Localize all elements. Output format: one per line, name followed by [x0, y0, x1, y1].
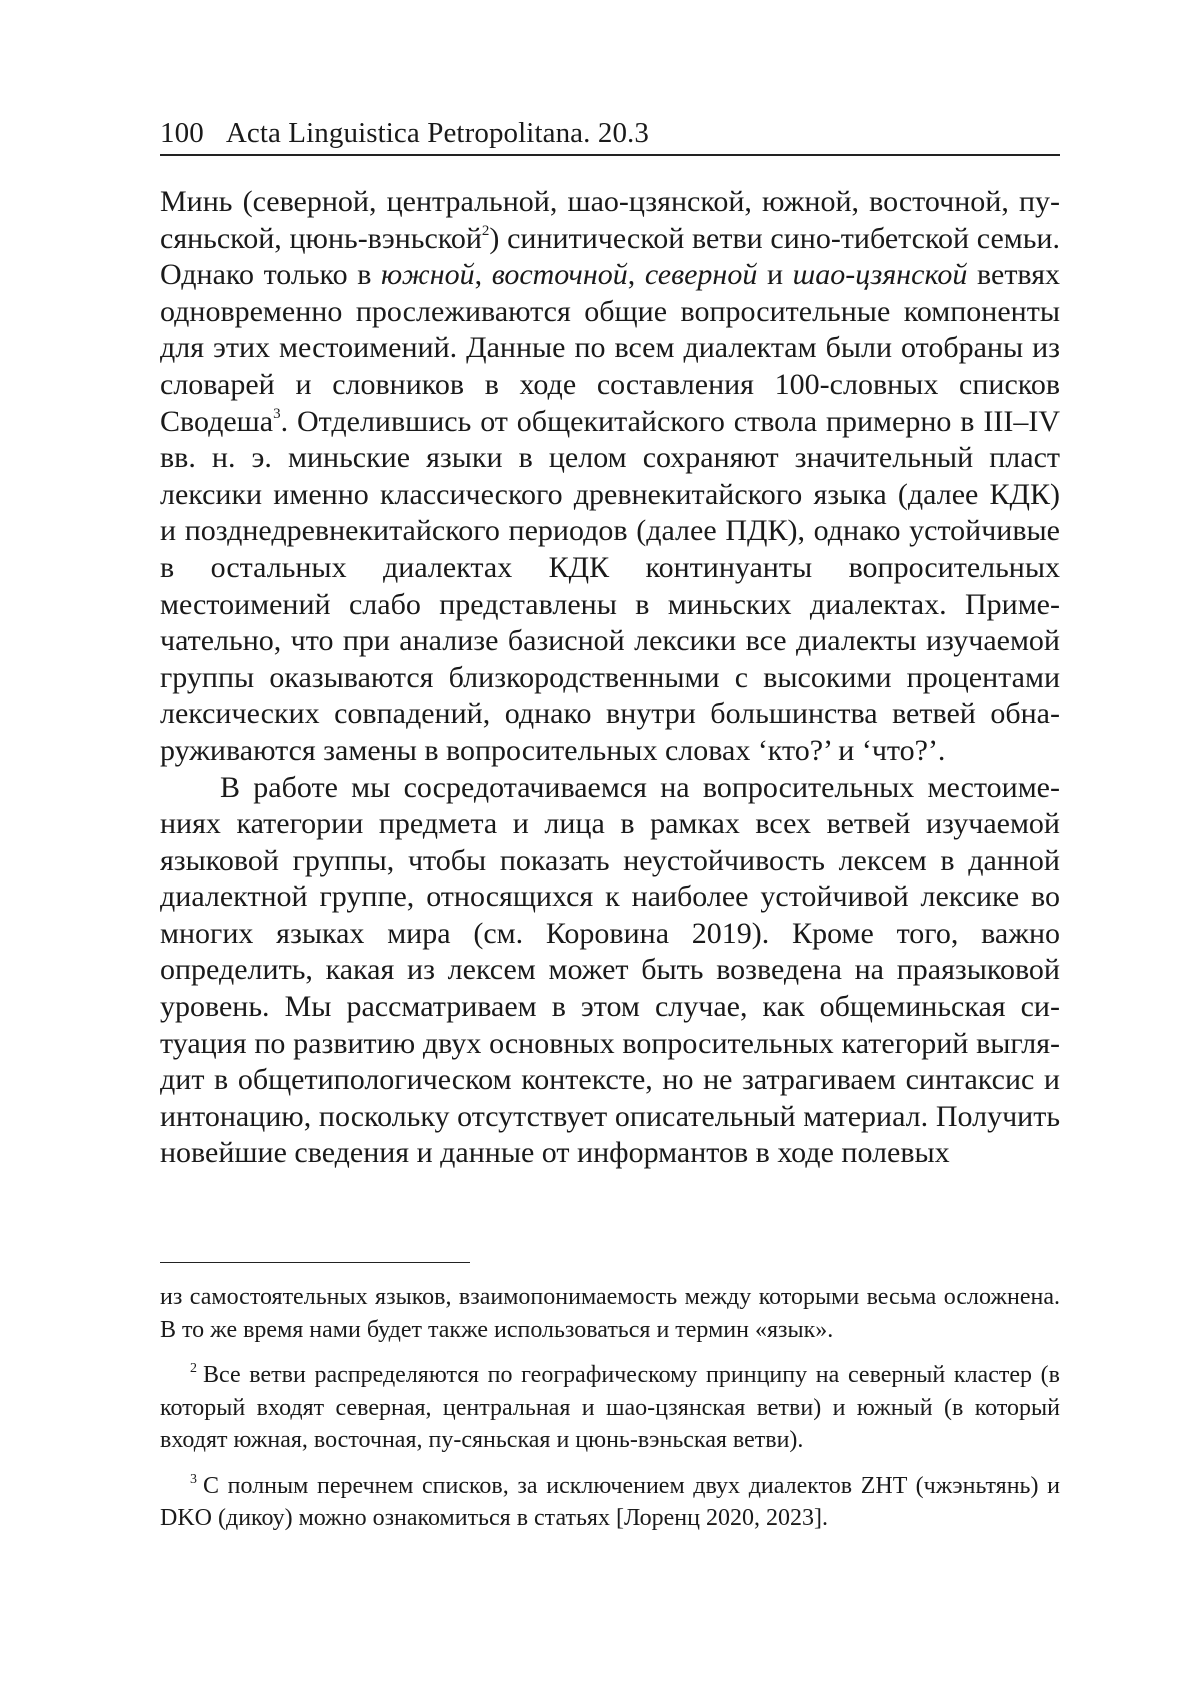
header-rule [160, 154, 1060, 156]
footnote-rule [160, 1262, 470, 1263]
text-run: . Отделившись от общекитайского ствола примерно в III–IV вв. н. э. миньские языки в целом сохраняют значительный пласт лексики именно классического древнекитайского языка (да­лее КДК) и позднедревнекитайского периодов (далее ПДК), однако устойчивые в остальных диалектах КДК континуанты вопроситель­ных местоимений слабо представлены в миньских диалектах. Приме­чательно, что при анализе базисной лексики все диалекты изучаемой группы оказываются близкородственными с высокими процентами лексических совпадений, однако внутри большинства ветвей обна­руживаются замены в вопросительных словах ‘кто?’ и ‘что?’. [160, 405, 1060, 767]
italic-term: восточной [492, 258, 628, 291]
text-run: ветвях одновременно прослеживаются общие вопросительные компоненты для этих местоимений. Данные по всем диалектам были отобраны из словарей и словников в ходе составления 100-словных списков Сводеша [160, 258, 1060, 437]
footnote-2-text: Все ветви распределяются по географическому принципу на северный кла­стер (в который входят северная, центральная и шао-цзянская ветви) и юж­ный (в который входят южная, восточная, пу-сяньская и цюнь-вэньская ветви). [160, 1362, 1060, 1453]
italic-term: северной [645, 258, 757, 291]
footnote-ref-2: 2 [482, 223, 490, 239]
footnote-continued: из самостоятельных языков, взаимопонимаемость между которыми весьма ос­ложнена. В то же время нами будет также использоваться и термин «язык». [160, 1281, 1060, 1346]
main-text [160, 184, 1060, 1172]
paragraph-2: В работе мы сосредотачиваемся на вопросительных местоиме­ниях категории предмета и лица в рамках всех ветвей изучаемой языковой группы, чтобы показать неустойчивость лексем в дан­ной диалектной группе, относящихся к наиболее устойчивой лек­сике во многих языках мира (см. Коровина 2019). Кроме того, важно определить, какая из лексем может быть возведена на праязыковой уровень. Мы рассматриваем в этом случае, как общеминьская си­туация по развитию двух основных вопросительных категорий выгля­дит в общетипологическом контексте, но не затрагиваем синтаксис и интонацию, поскольку отсутствует описательный материал. Полу­чить новейшие сведения и данные от информантов в ходе полевых [160, 770, 1060, 1173]
text-run: , [628, 258, 645, 291]
footnote-ref-3: 3 [273, 406, 281, 422]
journal-title: Acta Linguistica Petropolitana. 20.3 [226, 117, 649, 149]
italic-term: шао-цзян­ской [793, 258, 968, 291]
text-run: ) синитической ветви сино-тибетской семьи. Однако только в [160, 222, 1060, 292]
italic-term: южной [381, 258, 475, 291]
footnote-2 [160, 1359, 1060, 1457]
page-number: 100 [160, 117, 204, 149]
text-run: Минь (северной, центральной, шао-цзянской, южной, восточной, пу-сяньской, цюнь-вэньской [160, 185, 1060, 255]
text-run: и [757, 258, 792, 291]
footnote-mark-3: 3 [190, 1472, 197, 1487]
footnotes [160, 1281, 1060, 1548]
footnote-mark-2: 2 [190, 1361, 197, 1376]
running-head [160, 116, 1060, 150]
footnote-3 [160, 1470, 1060, 1535]
paragraph-1 [160, 184, 1060, 770]
text-run: , [475, 258, 492, 291]
footnote-3-text: С полным перечнем списков, за исключением двух диалектов ZHT (чжэнь­тянь) и DKO (дикоу) можно ознакомиться в статьях [Лоренц 2020, 2023]. [160, 1473, 1060, 1532]
